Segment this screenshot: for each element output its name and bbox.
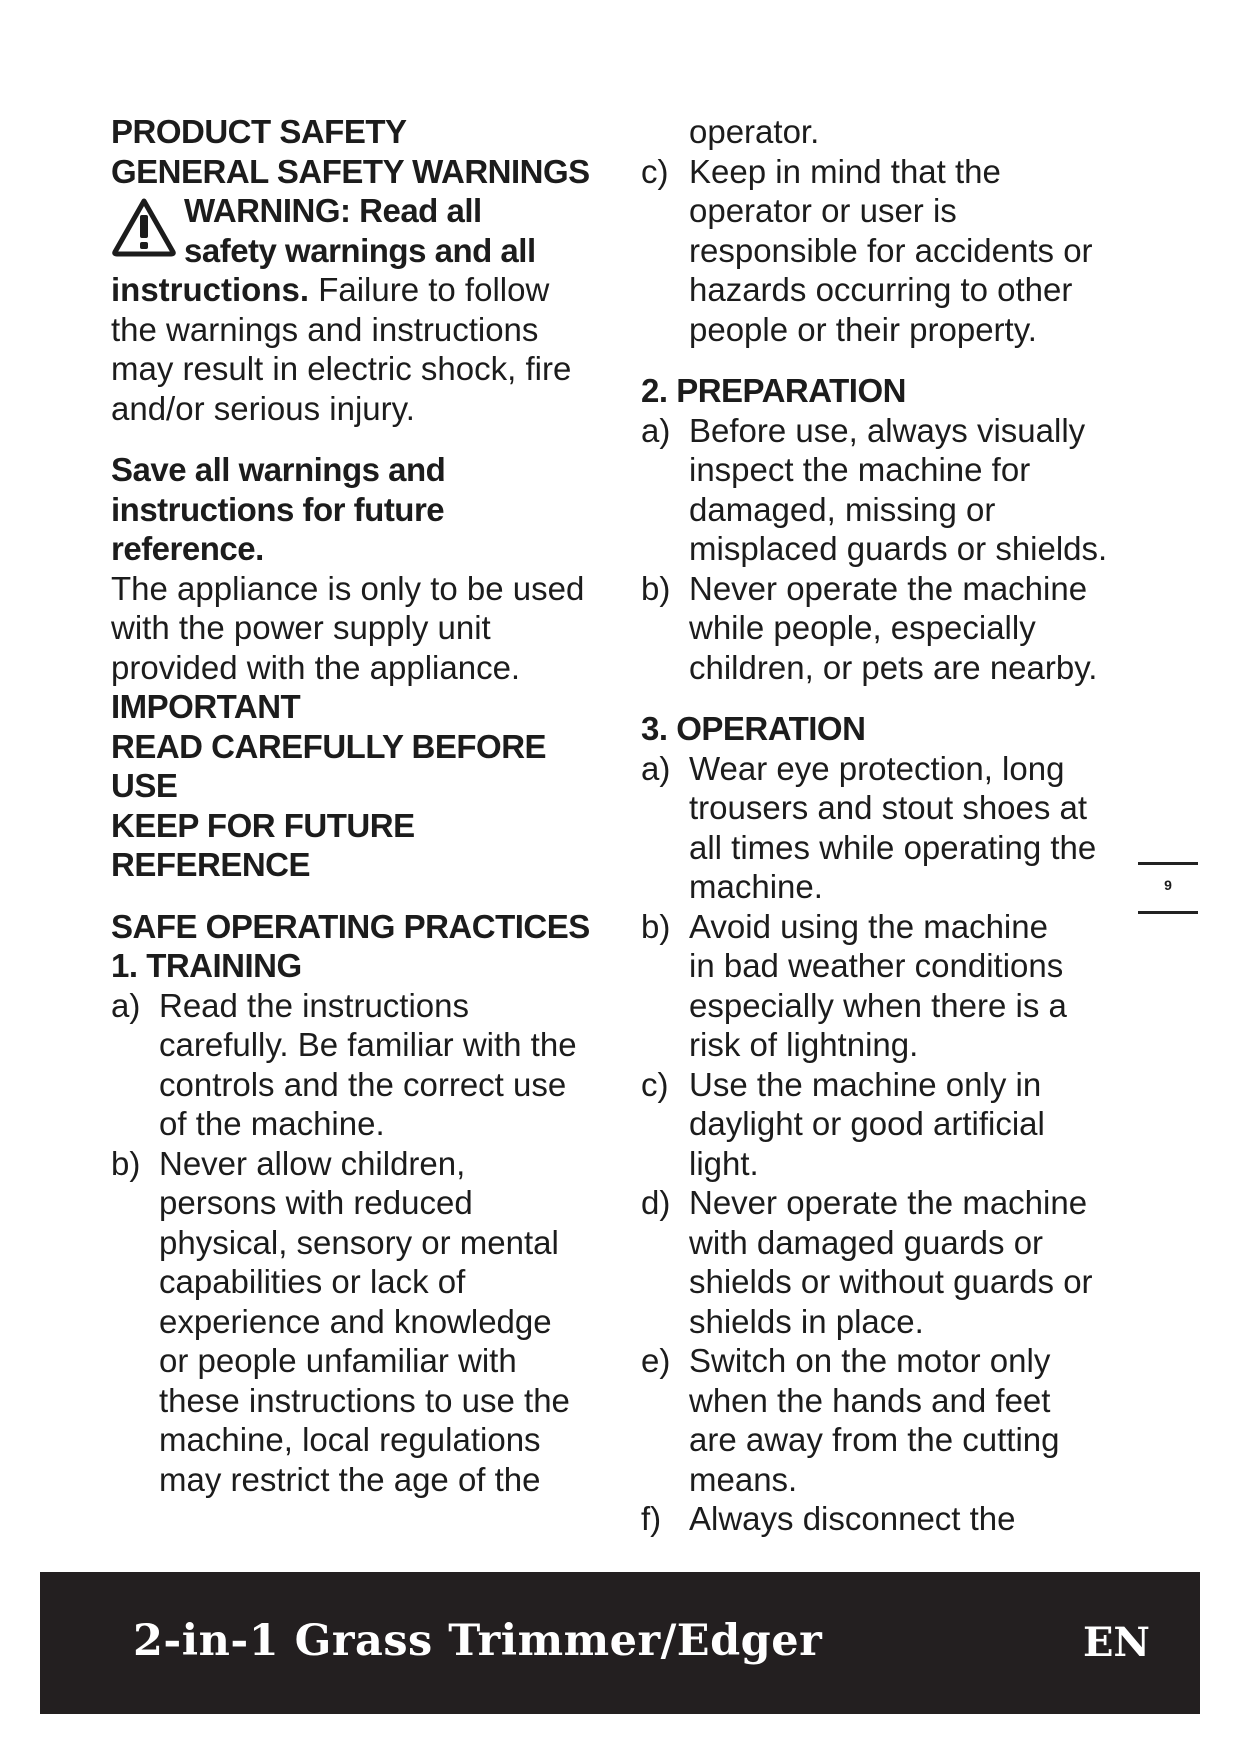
list-line: these instructions to use the [159,1381,570,1419]
list-item [641,1341,1141,1499]
list-line: may restrict the age of the [159,1460,541,1498]
list-line: are away from the cutting [689,1421,1060,1458]
list-line: machine, local regulations [159,1421,541,1458]
list-marker: d) [641,1184,671,1221]
page-number-tab [1138,862,1198,914]
list-marker: c) [641,1065,669,1103]
warning-line-1: WARNING: Read all [184,192,482,229]
list-line: with damaged guards or [689,1223,1044,1261]
list-item [641,1499,1141,1539]
list-line: daylight or good artificial [689,1105,1045,1142]
list-line: all times while operating the [689,828,1097,866]
right-column [641,112,1141,1539]
heading-preparation: 2. PREPARATION [641,372,906,409]
list-line: persons with reduced [159,1184,473,1221]
list-line: operator or user is [689,192,957,229]
list-line: of the machine. [159,1105,385,1142]
continued-line: operator. [689,113,820,150]
warning-block [111,191,601,428]
list-item [641,1065,1141,1184]
list-marker: a) [111,986,141,1024]
warning-line-3 [111,270,601,310]
list-line: means. [689,1460,798,1498]
list-line: physical, sensory or mental [159,1223,559,1261]
list-line: experience and knowledge [159,1302,552,1340]
list-item [641,411,1141,569]
list-line: machine. [689,868,823,905]
list-line: carefully. Be familiar with the [159,1026,577,1063]
list-item [641,569,1141,688]
list-line: Use the machine only in [689,1065,1042,1103]
heading-operation: 3. OPERATION [641,710,866,747]
important-line: KEEP FOR FUTURE [111,806,415,844]
list-marker: b) [641,907,671,945]
warning-text-line: and/or serious injury. [111,389,415,427]
heading-product-safety: PRODUCT SAFETY [111,113,407,150]
list-item [641,1183,1141,1341]
list-line: trousers and stout shoes at [689,789,1088,826]
warning-line-2: safety warnings and all [184,231,536,269]
list-marker: a) [641,749,671,787]
list-line: misplaced guards or shields. [689,530,1108,567]
list-line: Never allow children, [159,1144,466,1182]
list-item [111,1144,601,1500]
list-marker: a) [641,411,671,449]
appliance-line: The appliance is only to be used [111,569,585,607]
list-line: risk of lightning. [689,1026,919,1063]
list-line: light. [689,1144,759,1182]
important-line: USE [111,767,178,804]
list-line: Read the instructions [159,986,470,1024]
heading-safe-operating-practices: SAFE OPERATING PRACTICES [111,907,590,945]
important-line: IMPORTANT [111,688,301,725]
list-line: or people unfamiliar with [159,1342,517,1379]
important-line: READ CAREFULLY BEFORE [111,727,547,765]
list-item [641,907,1141,1065]
list-marker: c) [641,152,669,190]
list-item [641,152,1141,350]
list-line: people or their property. [689,310,1037,348]
list-line: Keep in mind that the [689,152,1001,190]
save-warnings-line: Save all warnings and [111,451,446,488]
warning-text-line: the warnings and instructions [111,310,539,348]
list-line: Never operate the machine [689,1184,1088,1221]
footer-product-title: 2-in-1 Grass Trimmer/Edger [133,1616,823,1666]
list-line: Avoid using the machine [689,907,1048,945]
heading-general-safety-warnings: GENERAL SAFETY WARNINGS [111,152,590,190]
list-line: especially when there is a [689,986,1067,1024]
list-line: in bad weather conditions [689,947,1064,984]
warning-text-end: Failure to follow [309,271,550,308]
list-line: shields or without guards or [689,1263,1093,1300]
save-warnings-line: instructions for future [111,490,445,528]
list-marker: b) [111,1144,141,1182]
list-marker: f) [641,1500,662,1537]
list-line: hazards occurring to other [689,271,1073,308]
list-line: Before use, always visually [689,411,1086,449]
list-line: while people, especially [689,609,1036,646]
list-line: controls and the correct use [159,1065,567,1103]
footer-bar [40,1572,1200,1714]
list-line: when the hands and feet [689,1381,1051,1419]
list-line: responsible for accidents or [689,231,1093,269]
list-line: Wear eye protection, long [689,749,1065,787]
list-marker: e) [641,1342,671,1379]
list-line: shields in place. [689,1302,924,1340]
appliance-line: provided with the appliance. [111,648,521,686]
list-item [641,749,1141,907]
list-line: Never operate the machine [689,569,1088,607]
warning-text-line: may result in electric shock, fire [111,350,572,387]
page-number: 9 [1164,877,1172,893]
list-line: inspect the machine for [689,451,1031,488]
heading-training: 1. TRAINING [111,947,302,984]
left-column [111,112,601,1499]
list-line: Switch on the motor only [689,1342,1051,1379]
list-line: children, or pets are nearby. [689,648,1098,686]
list-line: capabilities or lack of [159,1263,466,1300]
appliance-line: with the power supply unit [111,609,491,646]
important-line: REFERENCE [111,846,311,883]
list-item [111,986,601,1144]
list-line: Always disconnect the [689,1500,1016,1537]
warning-bold-end: instructions. [111,271,310,308]
footer-language-code: EN [1082,1619,1150,1666]
list-line: damaged, missing or [689,490,996,528]
warning-triangle-icon [111,197,177,257]
list-marker: b) [641,569,671,607]
save-warnings-line: reference. [111,530,264,567]
